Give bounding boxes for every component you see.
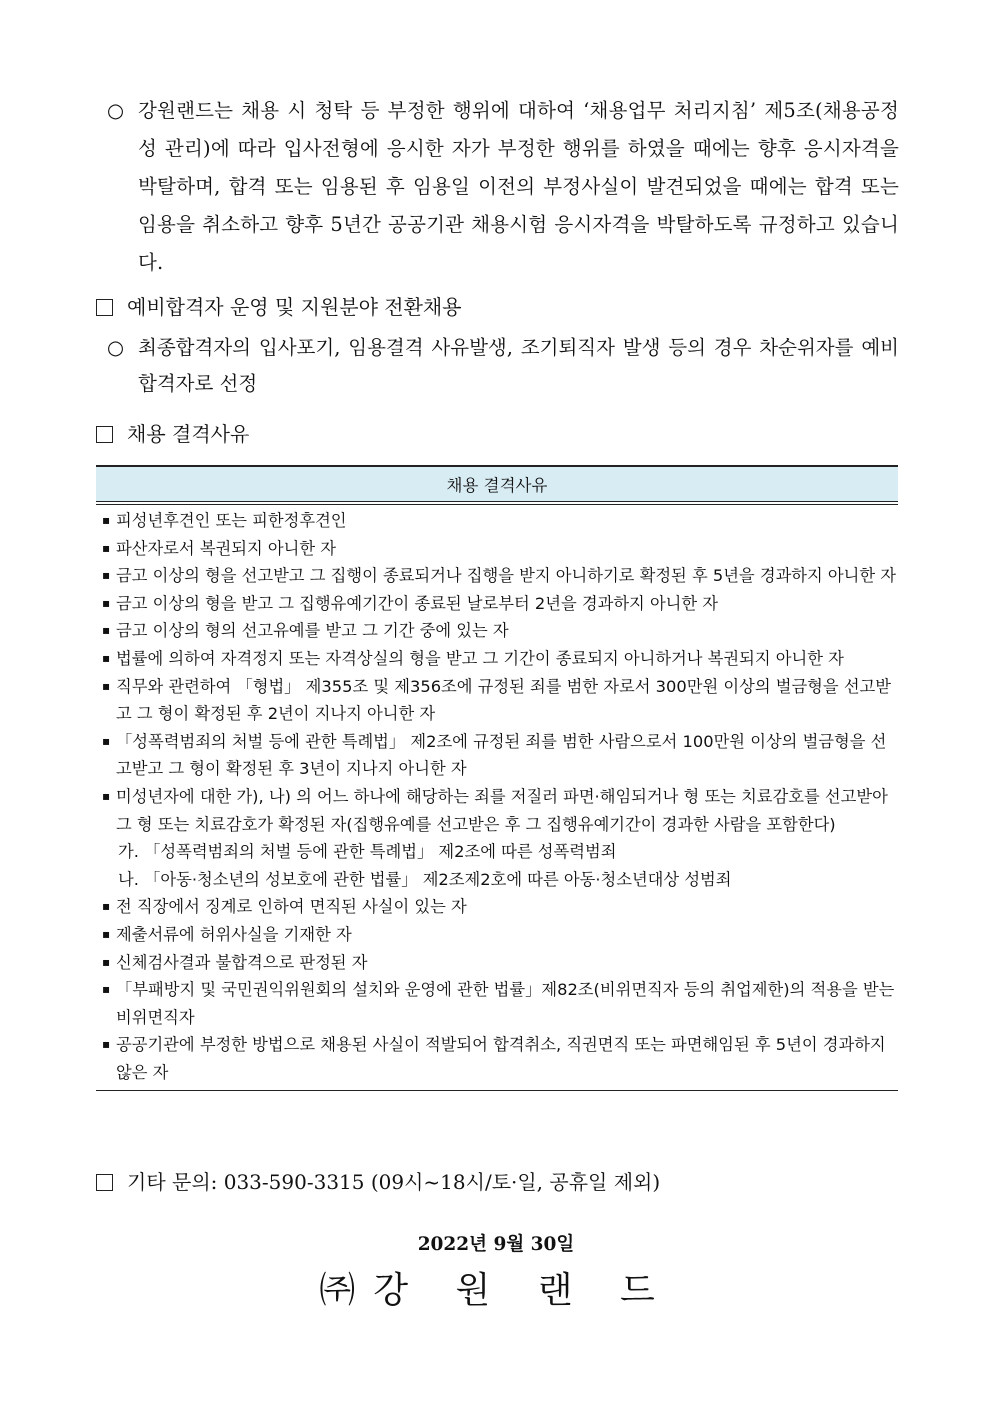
disqualification-table — [96, 465, 898, 1091]
square-bullet-icon: ▪ — [102, 788, 111, 803]
list-item: ▪ 파산자로서 복권되지 아니한 자 — [96, 535, 898, 563]
reserve-paragraph — [107, 330, 899, 402]
list-item: ▪ 피성년후견인 또는 피한정후견인 — [96, 507, 898, 535]
square-bullet-icon: ▪ — [102, 623, 111, 638]
checkbox-square-icon — [96, 426, 113, 443]
square-bullet-icon: ▪ — [102, 954, 111, 969]
square-bullet-icon: ▪ — [102, 899, 111, 914]
section-title: 채용 결격사유 — [127, 422, 250, 446]
square-bullet-icon: ▪ — [102, 678, 111, 693]
intro-paragraph — [107, 92, 899, 282]
intro-text: 강원랜드는 채용 시 청탁 등 부정한 행위에 대하여 ‘채용업무 처리지침’ 제5조(채용공정성 관리)에 따라 입사전형에 응시한 자가 부정한 행위를 하였을 때에는 향후 응시자격을 박탈하며, 합격 또는 임용된 후 임용일 이전의 부정사실이 발견되었을 때에는 합격 또는 임용을 취소하고 향후 5년간 공공기관 채용시험 응시자격을 박탈하도록 규정하고 있습니다. — [138, 99, 899, 274]
square-bullet-icon: ▪ — [102, 540, 111, 555]
circle-bullet-icon: ○ — [107, 336, 125, 359]
list-item: ▪ 신체검사결과 불합격으로 판정된 자 — [96, 949, 898, 977]
table-header: 채용 결격사유 — [96, 465, 898, 502]
square-bullet-icon: ▪ — [102, 1037, 111, 1052]
list-item: ▪ 금고 이상의 형의 선고유예를 받고 그 기간 중에 있는 자 — [96, 617, 898, 645]
section-heading-disqualification — [96, 419, 249, 449]
section-title: 예비합격자 운영 및 지원분야 전환채용 — [127, 295, 462, 319]
list-item: ▪ 금고 이상의 형을 선고받고 그 집행이 종료되거나 집행을 받지 아니하기로 확정된 후 5년을 경과하지 아니한 자 — [96, 562, 898, 590]
section-heading-reserve — [96, 292, 462, 322]
square-bullet-icon: ▪ — [102, 982, 111, 997]
list-item: ▪ 전 직장에서 징계로 인하여 면직된 사실이 있는 자 — [96, 893, 898, 921]
square-bullet-icon: ▪ — [102, 595, 111, 610]
square-bullet-icon: ▪ — [102, 568, 111, 583]
contact-text: 기타 문의: 033-590-3315 (09시~18시/토·일, 공휴일 제외) — [127, 1170, 661, 1194]
list-item: ▪ 제출서류에 허위사실을 기재한 자 — [96, 921, 898, 949]
square-bullet-icon: ▪ — [102, 733, 111, 748]
document-date: 2022년 9월 30일 — [417, 1234, 575, 1255]
sub-list-item: 나. 「아동·청소년의 성보호에 관한 법률」 제2조제2호에 따른 아동·청소년대상 성범죄 — [118, 869, 732, 889]
sub-list-item: 가. 「성폭력범죄의 처벌 등에 관한 특례법」 제2조에 따른 성폭력범죄 — [118, 842, 617, 862]
list-item: ▪ 금고 이상의 형을 받고 그 집행유예기간이 종료된 날로부터 2년을 경과하지 아니한 자 — [96, 590, 898, 618]
square-bullet-icon: ▪ — [102, 926, 111, 941]
list-item: ▪ 법률에 의하여 자격정지 또는 자격상실의 형을 받고 그 기간이 종료되지 아니하거나 복권되지 아니한 자 — [96, 645, 898, 673]
checkbox-square-icon — [96, 299, 113, 316]
list-item: ▪ 「성폭력범죄의 처벌 등에 관한 특례법」 제2조에 규정된 죄를 범한 사람으로서 100만원 이상의 벌금형을 선고받고 그 형이 확정된 후 3년이 지나지 아니한 자 — [96, 728, 898, 783]
list-item: ▪ 공공기관에 부정한 방법으로 채용된 사실이 적발되어 합격취소, 직권면직 또는 파면해임된 후 5년이 경과하지 않은 자 — [96, 1031, 898, 1086]
list-item: ▪ 직무와 관련하여 「형법」 제355조 및 제356조에 규정된 죄를 범한 자로서 300만원 이상의 벌금형을 선고받고 그 형이 확정된 후 2년이 지나지 아니한 자 — [96, 673, 898, 728]
list-item: ▪ 미성년자에 대한 가), 나) 의 어느 하나에 해당하는 죄를 저질러 파면·해임되거나 형 또는 치료감호를 선고받아 그 형 또는 치료감호가 확정된 자(집행유예를 선고받은 후 그 집행유예기간이 경과한 사람을 포함한다) — [96, 783, 898, 838]
list-item: ▪ 「부패방지 및 국민권익위원회의 설치와 운영에 관한 법률」제82조(비위면직자 등의 취업제한)의 적용을 받는 비위면직자 — [96, 976, 898, 1031]
square-bullet-icon: ▪ — [102, 513, 111, 527]
section-heading-contact — [96, 1167, 660, 1197]
circle-bullet-icon: ○ — [107, 99, 125, 122]
square-bullet-icon: ▪ — [102, 650, 111, 665]
table-body — [96, 505, 898, 1091]
checkbox-square-icon — [96, 1174, 113, 1191]
company-name: ㈜강 원 랜 드 — [319, 1270, 673, 1311]
reserve-text: 최종합격자의 입사포기, 임용결격 사유발생, 조기퇴직자 발생 등의 경우 차순위자를 예비합격자로 선정 — [138, 336, 899, 395]
